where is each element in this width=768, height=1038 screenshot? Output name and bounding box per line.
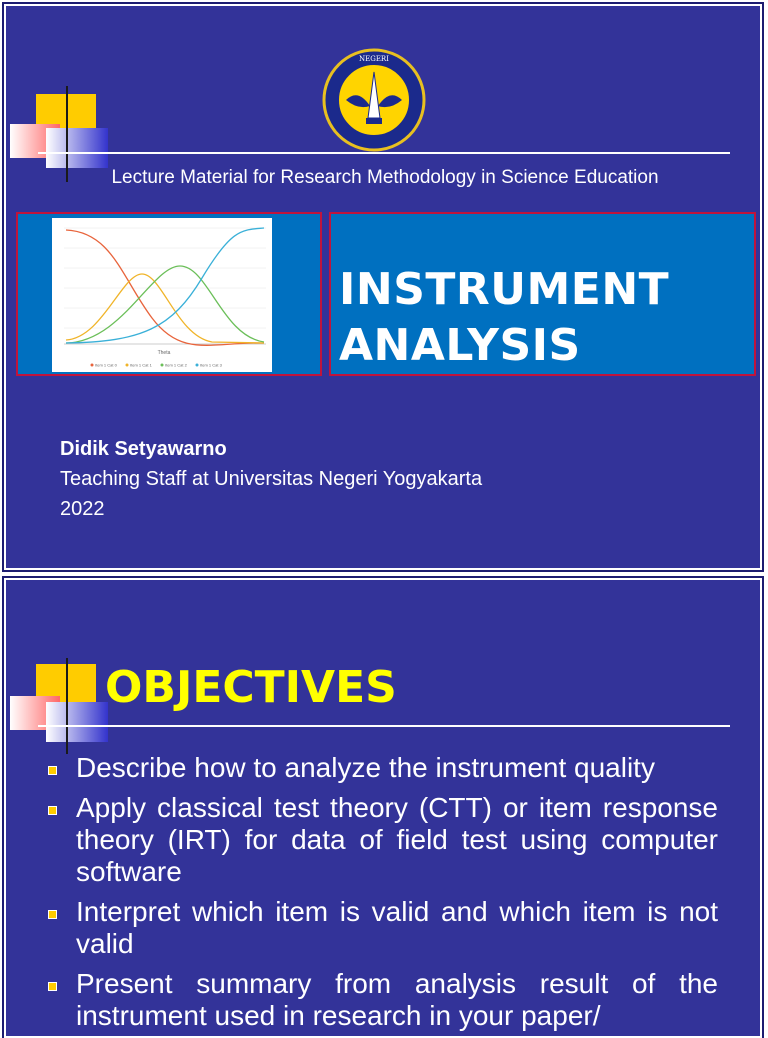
chart-panel: [16, 212, 322, 376]
title-panel: [329, 212, 756, 376]
bullet-square-icon: [48, 766, 57, 775]
svg-text:NEGERI: NEGERI: [359, 55, 389, 63]
slide-title: [4, 4, 762, 570]
chart-xlabel: Theta: [157, 350, 171, 356]
list-item: Present summary from analysis result of the instrument used in research in your paper/: [46, 968, 718, 1032]
list-item: Apply classical test theory (CTT) or item response theory (IRT) for data of field test using computer software: [46, 792, 718, 888]
list-item: Describe how to analyze the instrument quality: [46, 752, 718, 784]
objectives-list: [46, 752, 718, 1038]
slide-objectives: [4, 578, 762, 1038]
bullet-square-icon: [48, 982, 57, 991]
irt-curves-chart: [52, 218, 272, 372]
university-logo: [322, 48, 426, 152]
bullet-square-icon: [48, 806, 57, 815]
author-year: 2022: [60, 498, 105, 520]
legend-item-0: Item 1 Cat 0: [95, 362, 117, 368]
author-block: [60, 434, 482, 524]
bullet-square-icon: [48, 910, 57, 919]
list-item: Interpret which item is valid and which item is not valid: [46, 896, 718, 960]
divider-line: [38, 725, 730, 727]
divider-line: [38, 152, 730, 154]
slide-title-text: [339, 262, 669, 374]
author-name: Didik Setyawarno: [60, 438, 227, 460]
legend-item-3: Item 1 Cat 3: [200, 362, 222, 368]
subtitle: Lecture Material for Research Methodology in Science Education: [111, 167, 659, 188]
legend-item-1: Item 1 Cat 1: [130, 362, 152, 368]
author-role: Teaching Staff at Universitas Negeri Yogyakarta: [60, 468, 483, 490]
title-line-1: INSTRUMENT: [339, 264, 670, 315]
objectives-heading: OBJECTIVES: [105, 662, 397, 713]
title-line-2: ANALYSIS: [339, 320, 581, 371]
legend-item-2: Item 1 Cat 2: [165, 362, 187, 368]
